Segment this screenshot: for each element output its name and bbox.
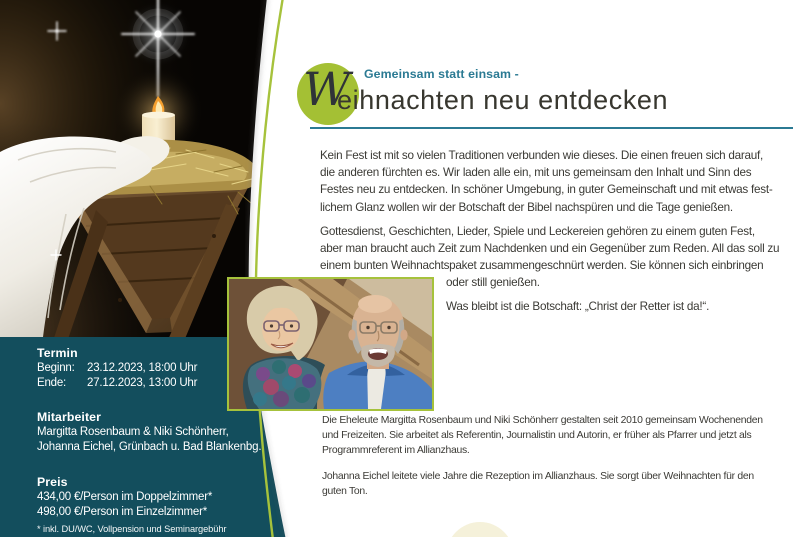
title-initial-letter: W	[303, 62, 351, 116]
ende-row	[37, 376, 277, 391]
title-rule	[310, 127, 793, 129]
text-line: einem bunten Weihnachtspaket zusammengeschnürt werden. Sie können sich einbringen	[320, 259, 764, 273]
mitarbeiter-line: Johanna Eichel, Grünbach u. Bad Blankenbg.	[37, 441, 262, 453]
text-line: lichem Glanz wollen wir der Botschaft der Bibel nachspüren und die Tage genießen.	[320, 200, 733, 214]
ende-label: Ende:	[37, 377, 67, 389]
beginn-label: Beginn:	[37, 362, 75, 374]
text-line: Gottesdienst, Geschichten, Lieder, Spiele und Leckereien gehören zu einem guten Fest,	[320, 225, 755, 238]
text-line: Johanna Eichel leitete viele Jahre die Rezeption im Allianzhaus. Sie sorgt über Weihnachten für den	[322, 471, 754, 482]
text-line: die anderen fürchten es. Wir laden alle ein, mit uns gemeinsam den Inhalt und Sinn des	[320, 166, 752, 180]
text-line: Kein Fest ist mit so vielen Traditionen verbunden wie dieses. Die einen freuen sich darauf,	[320, 149, 764, 162]
preis-line: 434,00 €/Person im Doppelzimmer*	[37, 491, 213, 503]
page-title: eihnachten neu entdecken	[337, 85, 669, 115]
text-line: Programmreferent im Allianzhaus.	[322, 444, 470, 456]
text-line: aber man braucht auch Zeit zum Nachdenken und ein Gegenüber zum Reden. All das soll zu	[320, 242, 780, 256]
beginn-row	[37, 361, 277, 376]
text-line: Die Eheleute Margitta Rosenbaum und Niki Schönherr gestalten seit 2010 gemeinsam Wochenenden	[322, 415, 763, 426]
intro-paragraph-1	[320, 147, 773, 216]
kicker-text: Gemeinsam statt einsam -	[364, 67, 519, 81]
bio-paragraph-johanna	[322, 470, 754, 500]
preis-heading: Preis	[37, 475, 68, 489]
text-line: guten Ton.	[322, 485, 368, 497]
termin-heading: Termin	[37, 346, 78, 360]
beginn-value: 23.12.2023, 18:00 Uhr	[87, 362, 198, 374]
text-line: Was bleibt ist die Botschaft: „Christ der Retter ist da!“.	[446, 300, 710, 313]
preis-footnote: * inkl. DU/WC, Vollpension und Seminargebühr	[37, 524, 227, 534]
ende-value: 27.12.2023, 13:00 Uhr	[87, 377, 198, 389]
intro-paragraph-2	[320, 223, 779, 275]
core-message	[446, 298, 709, 315]
bio-paragraph-couple	[322, 414, 763, 459]
text-line: oder still genießen.	[446, 276, 540, 289]
preis-line: 498,00 €/Person im Einzelzimmer*	[37, 506, 208, 518]
event-details-box	[37, 346, 277, 537]
intro-paragraph-2-continuation	[446, 274, 540, 291]
mitarbeiter-line: Margitta Rosenbaum & Niki Schönherr,	[37, 426, 229, 438]
mitarbeiter-heading: Mitarbeiter	[37, 410, 101, 424]
text-line: Festes neu zu entdecken. In schöner Umgebung, in guter Gemeinschaft und mit etwas fest-	[320, 183, 773, 197]
text-line: und Freizeiten. Sie arbeitet als Referentin, Journalistin und Autorin, er früher als Pfarrer und jetzt als	[322, 429, 752, 441]
